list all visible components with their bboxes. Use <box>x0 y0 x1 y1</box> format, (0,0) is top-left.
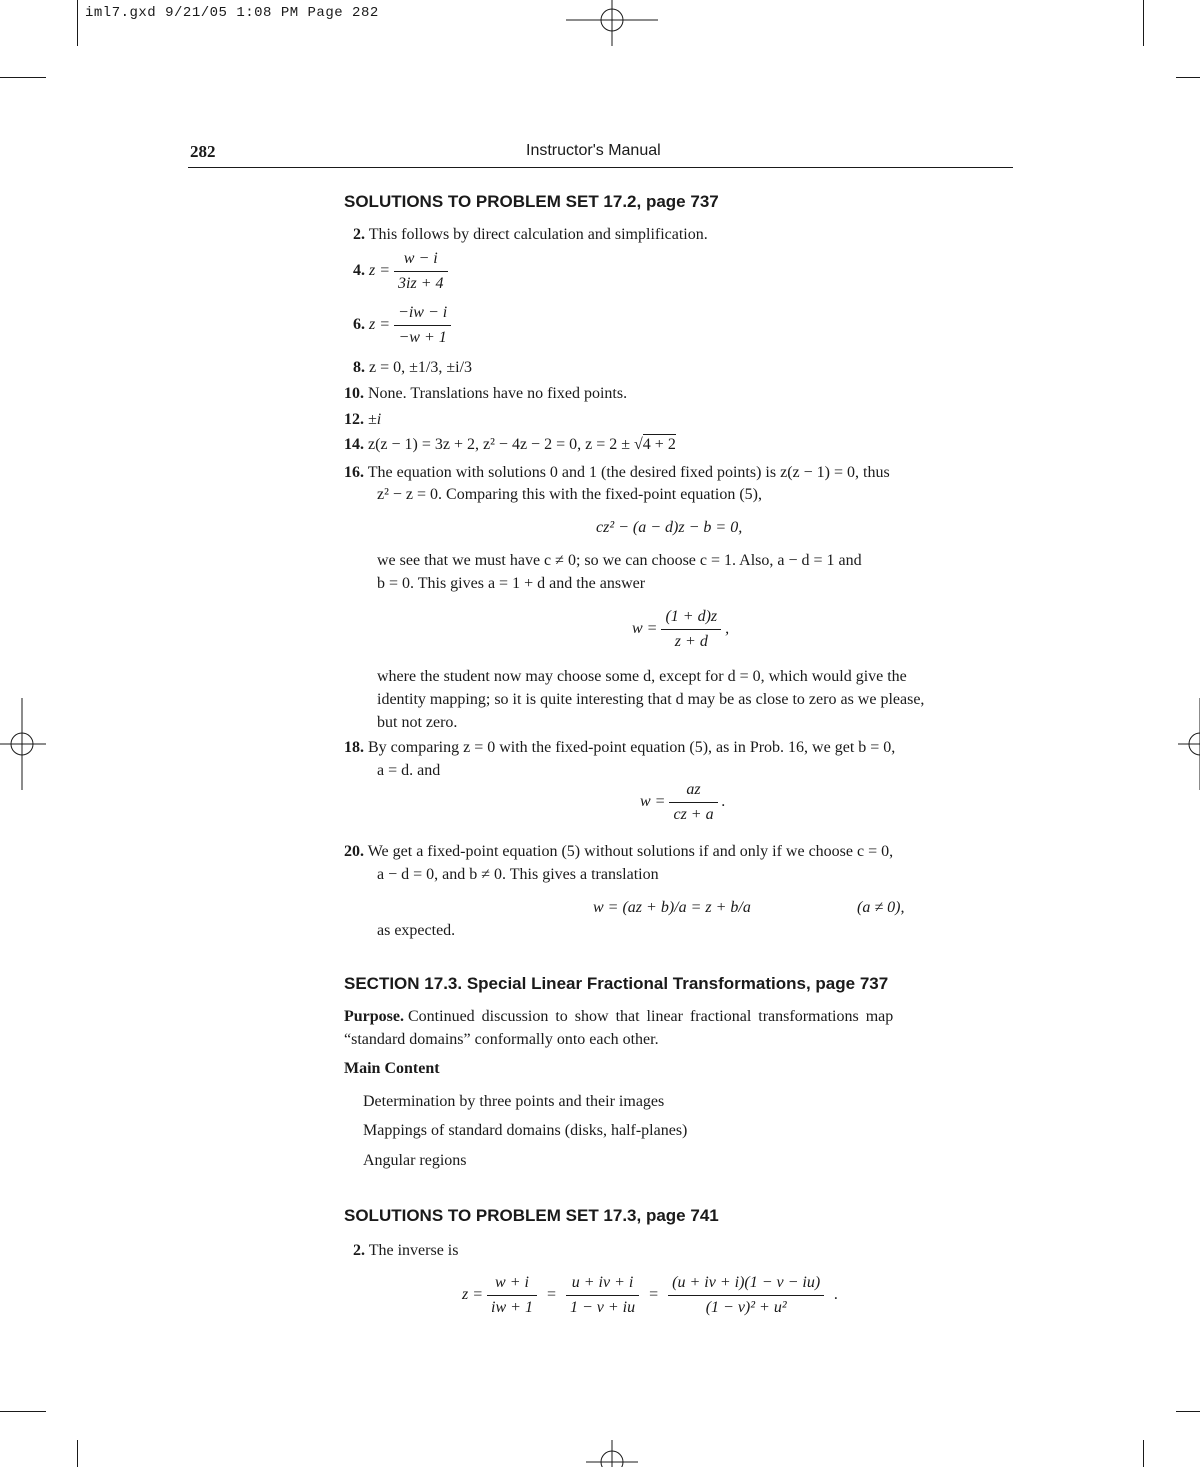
problem-number: 20. <box>344 843 364 860</box>
problem-text: ±i <box>368 411 382 428</box>
equation-tail: . <box>721 793 726 811</box>
equation-tail: . <box>834 1286 839 1304</box>
text-line: “standard domains” conformally onto each other. <box>344 1031 659 1048</box>
list-item: Angular regions <box>363 1152 467 1169</box>
display-equation <box>640 781 726 824</box>
fraction <box>661 608 721 651</box>
fraction <box>669 781 717 824</box>
problem-10 <box>344 385 627 403</box>
display-equation: w = (az + b)/a = z + b/a <box>593 899 751 916</box>
crop-mark <box>0 1411 46 1412</box>
display-equation <box>632 608 729 651</box>
problem-number: 2. <box>353 1242 365 1259</box>
equation-condition: (a ≠ 0), <box>857 899 905 916</box>
equation-lhs: w = <box>632 620 658 638</box>
crop-mark <box>77 1440 78 1467</box>
problem-number: 2. <box>353 226 365 243</box>
section-heading: SECTION 17.3. Special Linear Fractional Transformations, page 737 <box>344 974 889 993</box>
problem-number: 4. <box>353 262 365 280</box>
equation-lhs: w = <box>640 793 666 811</box>
problem-number: 12. <box>344 411 364 428</box>
problem-16 <box>344 464 890 482</box>
denominator: −w + 1 <box>398 329 447 346</box>
problem-20 <box>344 843 893 861</box>
fraction <box>668 1274 824 1317</box>
problem-8 <box>353 359 472 377</box>
crop-mark <box>1176 1411 1200 1412</box>
purpose-text: Continued discussion to show that linear fractional transformations map <box>408 1008 894 1025</box>
problem-number: 18. <box>344 739 364 756</box>
main-content-label: Main Content <box>344 1060 440 1077</box>
problem-text: The equation with solutions 0 and 1 (the desired fixed points) is z(z − 1) = 0, thus <box>367 464 890 481</box>
denominator: cz + a <box>673 806 714 823</box>
problem-number: 14. <box>344 436 364 453</box>
running-head: Instructor's Manual <box>526 142 661 159</box>
section-heading: SOLUTIONS TO PROBLEM SET 17.2, page 737 <box>344 192 719 211</box>
text-line: b = 0. This gives a = 1 + d and the answer <box>377 575 646 592</box>
equation-lhs: z = <box>369 316 391 334</box>
list-item: Determination by three points and their images <box>363 1093 665 1110</box>
registration-mark-right <box>1170 698 1200 790</box>
denominator: 1 − v + iu <box>569 1299 636 1316</box>
problem-14 <box>344 436 676 454</box>
denominator: z + d <box>674 633 708 650</box>
problem-text: We get a fixed-point equation (5) without solutions if and only if we choose c = 0, <box>367 843 894 860</box>
fraction <box>566 1274 639 1317</box>
numerator: az <box>669 781 717 803</box>
display-equation <box>462 1274 838 1317</box>
section-heading: SOLUTIONS TO PROBLEM SET 17.3, page 741 <box>344 1206 719 1225</box>
problem-4 <box>353 250 448 293</box>
numerator: −iw − i <box>394 304 451 326</box>
purpose-paragraph <box>344 1008 1012 1026</box>
problem-text: The inverse is <box>368 1242 459 1259</box>
problem-number: 10. <box>344 385 364 402</box>
numerator: (u + iv + i)(1 − v − iu) <box>668 1274 824 1296</box>
numerator: (1 + d)z <box>661 608 721 630</box>
problem-12 <box>344 411 381 429</box>
equals-sign: = <box>546 1286 556 1304</box>
fraction <box>487 1274 537 1317</box>
problem-text: None. Translations have no fixed points. <box>368 385 628 402</box>
problem-text: z(z − 1) = 3z + 2, z² − 4z − 2 = 0, z = 2 ± <box>368 436 635 453</box>
sqrt-radicand: 4 + 2 <box>642 436 676 453</box>
equation-tail: , <box>725 620 730 638</box>
text-line: identity mapping; so it is quite interesting that d may be as close to zero as we please, <box>377 691 925 708</box>
fraction <box>394 250 447 293</box>
problem-number: 8. <box>353 359 365 376</box>
display-equation: cz² − (a − d)z − b = 0, <box>596 519 743 536</box>
fraction <box>394 304 451 347</box>
crop-mark <box>1176 77 1200 78</box>
denominator: 3iz + 4 <box>398 275 444 292</box>
purpose-label: Purpose. <box>344 1008 404 1025</box>
registration-mark-top <box>566 0 658 46</box>
problem-text: z = 0, ±1/3, ±i/3 <box>369 359 473 376</box>
registration-mark-left <box>0 698 46 790</box>
crop-mark <box>1143 1440 1144 1467</box>
slug-line: iml7.gxd 9/21/05 1:08 PM Page 282 <box>85 5 379 21</box>
text-line: where the student now may choose some d, except for d = 0, which would give the <box>377 668 907 685</box>
problem-number: 16. <box>344 464 364 481</box>
denominator: iw + 1 <box>491 1299 533 1316</box>
problem-text: By comparing z = 0 with the fixed-point equation (5), as in Prob. 16, we get b = 0, <box>368 739 896 756</box>
sqrt-sign: √ <box>634 436 643 453</box>
list-item: Mappings of standard domains (disks, half-planes) <box>363 1122 688 1139</box>
text-line: but not zero. <box>377 714 458 731</box>
text-line: a − d = 0, and b ≠ 0. This gives a translation <box>377 866 659 883</box>
equation-lhs: z = <box>369 262 391 280</box>
problem-number: 6. <box>353 316 365 334</box>
text-line: we see that we must have c ≠ 0; so we can choose c = 1. Also, a − d = 1 and <box>377 552 862 569</box>
registration-mark-bottom <box>566 1440 658 1467</box>
header-rule <box>188 167 1013 168</box>
crop-mark <box>0 77 46 78</box>
denominator: (1 − v)² + u² <box>705 1299 787 1316</box>
text-line: z² − z = 0. Comparing this with the fixed-point equation (5), <box>377 486 762 503</box>
numerator: w + i <box>487 1274 537 1296</box>
problem-6 <box>353 304 451 347</box>
numerator: w − i <box>394 250 447 272</box>
equation-lhs: z = <box>462 1286 484 1304</box>
text-line: a = d. and <box>377 762 441 779</box>
numerator: u + iv + i <box>566 1274 639 1296</box>
equals-sign: = <box>649 1286 659 1304</box>
text-line: as expected. <box>377 922 456 939</box>
problem-2 <box>353 1242 458 1260</box>
crop-mark <box>77 0 78 46</box>
problem-text: This follows by direct calculation and simplification. <box>368 226 708 243</box>
problem-2 <box>353 226 708 244</box>
page-number: 282 <box>190 142 216 161</box>
problem-18 <box>344 739 895 757</box>
crop-mark <box>1143 0 1144 46</box>
